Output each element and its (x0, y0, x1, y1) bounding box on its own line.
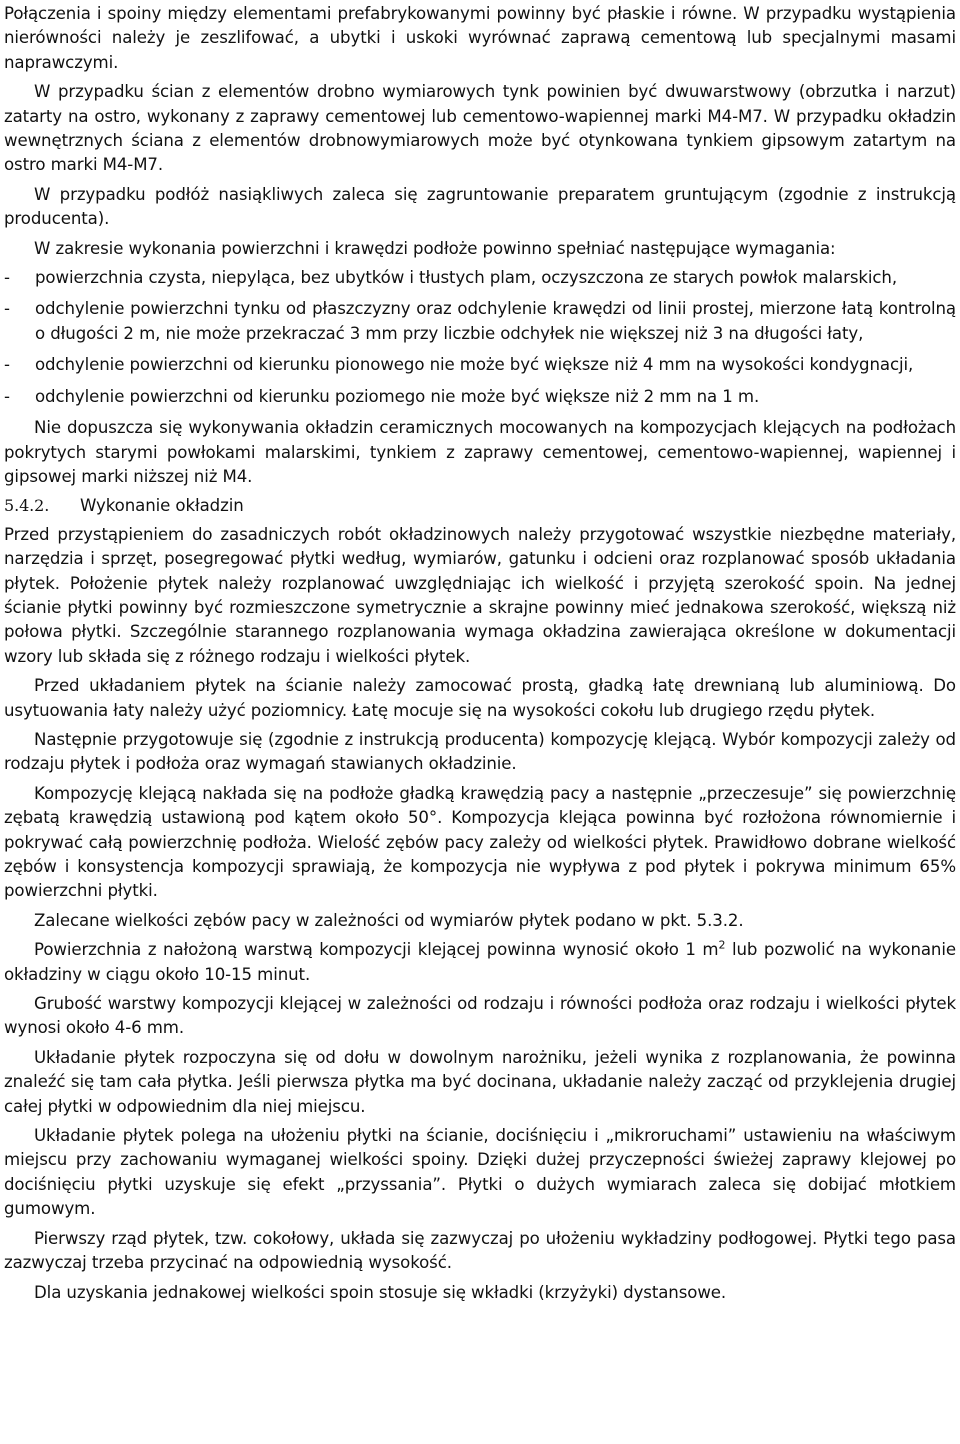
list-item-text: odchylenie powierzchni tynku od płaszczyzny oraz odchylenie krawędzi od linii prostej, mierzone łatą kontrolną o długości 2 m, nie może przekraczać 3 mm przy liczbie odchyłek nie większej niż 3 na długości łaty, (35, 299, 956, 343)
paragraph-trowel-sizes: Zalecane wielkości zębów pacy w zależności od wymiarów płytek podano w pkt. 5.3.2. (34, 910, 744, 930)
paragraph-preparation: Przed przystąpieniem do zasadniczych robót okładzinowych należy przygotować wszystkie niezbędne materiały, narzędzia i sprzęt, posegregować płytki według, wymiarów, gatunku i odcieni oraz rozplanować sposób układania płytek. Położenie płytek należy rozplanować uwzględniając ich wielkość i przyjętą szerokość spoin. Na jednej ścianie płytki powinny być rozmieszczone symetrycznie a skrajne powinny mieć jednakowa szerokość, większą niż połowa płytki. Szczególnie starannego rozplanowania wymaga okładzina zawierająca określone w dokumentacji wzory lub składa się z różnego rodzaju i wielkości płytek. (4, 524, 956, 666)
section-number: 5.4.2. (4, 496, 50, 516)
paragraph-batten: Przed układaniem płytek na ścianie należy zamocować prostą, gładką łatę drewnianą lub aluminiową. Do usytuowania łaty należy użyć poziomnicy. Łatę mocuje się na wysokości cokołu lub drugiego rzędu płytek. (4, 676, 956, 720)
paragraph-primer: W przypadku podłóż nasiąkliwych zaleca się zagruntowanie preparatem gruntującym (zgodnie z instrukcją producenta). (4, 184, 956, 229)
paragraph-start-corner: Układanie płytek rozpoczyna się od dołu w dowolnym narożniku, jeżeli wynika z rozplanowania, że powinna znaleźć się tam cała płytka. Jeśli pierwsza płytka ma być docinana, układanie należy zacząć od przyklejenia drugiej całej płytki w odpowiednim dla niej miejscu. (4, 1047, 956, 1116)
section-title: Wykonanie okładzin (80, 496, 244, 516)
paragraph-first-row: Pierwszy rząd płytek, tzw. cokołowy, układa się zazwyczaj po ułożeniu wykładziny podłogowej. Płytki tego pasa zazwyczaj trzeba przycinać na odpowiednią wysokość. (4, 1228, 956, 1273)
adhesive-area-text-end: lub pozwolić na wykonanie okładziny w ciągu około 10-15 minut. (4, 940, 956, 984)
paragraph-adhesive-prep: Następnie przygotowuje się (zgodnie z instrukcją producenta) kompozycję klejącą. Wybór kompozycji zależy od rodzaju płytek i podłoża oraz wymagań stawianych okładzinie. (4, 729, 956, 774)
paragraph-adhesive-area (4, 938, 956, 987)
paragraph-joints: Połączenia i spoiny między elementami prefabrykowanymi powinny być płaskie i równe. W przypadku wystąpienia nierówności należy je zeszlifować, a ubytki i uskoki wyrównać zaprawą cementową lub specjalnymi masami naprawczymi. (4, 4, 956, 72)
paragraph-laying-method: Układanie płytek polega na ułożeniu płytki na ścianie, dociśnięciu i „mikroruchami” ustawieniu na właściwym miejscu przy zachowaniu wymaganej wielkości spoiny. Dzięki dużej przyczepności świeżej zaprawy klejowej po dociśnięciu płytki uzyskuje się efekt „przyssania”. Płytki o dużych wymiarach zaleca się dobijać młotkiem gumowym. (4, 1126, 956, 1219)
paragraph-adhesive-thickness: Grubość warstwy kompozycji klejącej w zależności od rodzaju i równości podłoża oraz rodzaju i wielkości płytek wynosi około 4-6 mm. (4, 994, 956, 1038)
list-item (4, 353, 956, 377)
adhesive-area-text: Powierzchnia z nałożoną warstwą kompozycji klejącej powinna wynosić około 1 m (34, 940, 719, 960)
document-page (4, 2, 956, 1310)
paragraph-spacers: Dla uzyskania jednakowej wielkości spoin stosuje się wkładki (krzyżyki) dystansowe. (34, 1282, 727, 1302)
square-exponent: 2 (718, 938, 726, 952)
list-item-text: powierzchnia czysta, niepyląca, bez ubytków i tłustych plam, oczyszczona ze starych powłok malarskich, (35, 268, 898, 288)
paragraph-requirements-intro: W zakresie wykonania powierzchni i krawędzi podłoże powinno spełniać następujące wymagania: (34, 238, 836, 258)
list-dash: - (4, 386, 10, 406)
list-item (4, 266, 956, 290)
list-item-text: odchylenie powierzchni od kierunku pionowego nie może być większe niż 4 mm na wysokości kondygnacji, (35, 355, 914, 375)
list-item (4, 385, 956, 409)
list-item-text: odchylenie powierzchni od kierunku poziomego nie może być większe niż 2 mm na 1 m. (35, 386, 760, 406)
section-heading (4, 494, 956, 518)
paragraph-no-old-coatings: Nie dopuszcza się wykonywania okładzin ceramicznych mocowanych na kompozycjach klejących na podłożach pokrytych starymi powłokami malarskimi, tynkiem z zaprawy cementowej, cementowo-wapiennej, wapiennej i gipsowej marki niższej niż M4. (4, 418, 956, 486)
list-dash: - (4, 299, 10, 319)
list-dash: - (4, 355, 10, 375)
list-dash: - (4, 268, 10, 288)
paragraph-adhesive-application: Kompozycję klejącą nakłada się na podłoże gładką krawędzią pacy a następnie „przeczesuje” się powierzchnię zębatą krawędzią ustawioną pod kątem około 50°. Kompozycja klejąca powinna być rozłożona równomiernie i pokrywać całą powierzchnię podłoża. Wielość zębów pacy zależy od wielkości płytek. Prawidłowo dobrane wielkość zębów i konsystencja kompozycji sprawiają, że kompozycja nie wypływa z pod płytek i pokrywa minimum 65% powierzchni płytki. (4, 783, 956, 901)
requirements-list (4, 266, 956, 409)
list-item (4, 297, 956, 346)
paragraph-plaster: W przypadku ścian z elementów drobno wymiarowych tynk powinien być dwuwarstwowy (obrzutka i narzut) zatarty na ostro, wykonany z zaprawy cementowej lub cementowo-wapiennej marki M4-M7. W przypadku okładzin wewnętrznych ściana z elementów drobnowymiarowych może być otynkowana tynkiem gipsowym zatartym na ostro marki M4-M7. (4, 82, 956, 175)
